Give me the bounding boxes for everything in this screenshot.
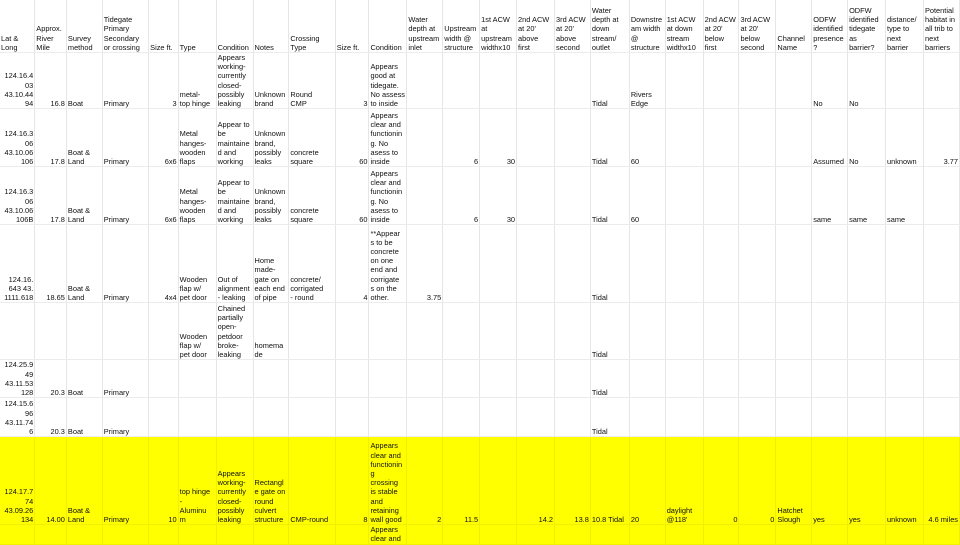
table-cell[interactable] [178, 525, 216, 544]
table-cell[interactable] [739, 225, 776, 303]
table-cell[interactable]: Primary [102, 360, 148, 398]
table-cell[interactable]: Tidal [590, 360, 629, 398]
table-cell[interactable] [289, 525, 335, 544]
table-cell[interactable] [886, 525, 924, 544]
table-cell[interactable] [253, 525, 289, 544]
table-cell[interactable]: 60 [335, 167, 369, 225]
table-cell[interactable] [703, 398, 739, 437]
table-cell[interactable] [848, 303, 886, 360]
table-cell[interactable] [923, 360, 959, 398]
table-cell[interactable] [703, 53, 739, 109]
table-cell[interactable] [629, 398, 665, 437]
table-cell[interactable]: same [812, 167, 848, 225]
column-header[interactable]: Condition [369, 0, 407, 53]
column-header[interactable]: Potential habitat in all trib to next barriers [923, 0, 959, 53]
table-cell[interactable]: 11.5 [443, 437, 480, 525]
table-cell[interactable] [66, 303, 102, 360]
table-cell[interactable]: Tidal [590, 398, 629, 437]
table-cell[interactable] [555, 398, 591, 437]
column-header[interactable]: 1st ACW at down stream widthx10 [665, 0, 703, 53]
table-cell[interactable] [369, 360, 407, 398]
table-cell[interactable]: Primary [102, 437, 148, 525]
table-cell[interactable] [443, 303, 480, 360]
column-header[interactable]: 2nd ACW at 20' below first [703, 0, 739, 53]
table-cell[interactable] [369, 398, 407, 437]
table-cell[interactable] [149, 398, 179, 437]
table-cell[interactable] [812, 525, 848, 544]
table-cell[interactable]: Primary [102, 398, 148, 437]
column-header[interactable]: Tidegate Primary Secondary or crossing [102, 0, 148, 53]
table-cell[interactable]: 3.75 [407, 225, 443, 303]
table-cell[interactable]: 124.15.6 96 43.11.74 6 [0, 398, 35, 437]
table-cell[interactable]: 6x6 [149, 167, 179, 225]
table-cell[interactable]: Boat [66, 398, 102, 437]
table-cell[interactable]: Boat & Land [66, 437, 102, 525]
table-cell[interactable] [102, 303, 148, 360]
table-cell[interactable]: Appears clear and [369, 525, 407, 544]
table-cell[interactable]: No [812, 53, 848, 109]
table-cell[interactable]: 17.8 [35, 109, 67, 167]
table-cell[interactable] [848, 525, 886, 544]
table-cell[interactable]: unknown [886, 109, 924, 167]
table-cell[interactable]: Home made- gate on each end of pipe [253, 225, 289, 303]
table-cell[interactable] [555, 167, 591, 225]
table-cell[interactable] [178, 360, 216, 398]
table-cell[interactable] [407, 167, 443, 225]
column-header[interactable]: Survey method [66, 0, 102, 53]
table-cell[interactable]: Boat [66, 360, 102, 398]
table-cell[interactable] [703, 109, 739, 167]
table-cell[interactable] [555, 525, 591, 544]
table-cell[interactable]: concrete/ corrigated - round [289, 225, 335, 303]
table-cell[interactable]: 124.16.4 03 43.10.44 94 [0, 53, 35, 109]
table-cell[interactable] [216, 360, 253, 398]
table-cell[interactable] [555, 53, 591, 109]
table-cell[interactable] [776, 53, 812, 109]
table-cell[interactable] [665, 360, 703, 398]
table-cell[interactable]: Unknown brand [253, 53, 289, 109]
table-cell[interactable]: 14.2 [517, 437, 555, 525]
table-cell[interactable] [776, 167, 812, 225]
table-cell[interactable]: Tidal [590, 303, 629, 360]
table-cell[interactable]: Appears working- currently closed- possibly leaking [216, 437, 253, 525]
table-cell[interactable] [335, 303, 369, 360]
table-cell[interactable]: 20 [629, 437, 665, 525]
table-cell[interactable]: Tidal [590, 225, 629, 303]
table-cell[interactable] [517, 109, 555, 167]
table-cell[interactable] [517, 225, 555, 303]
table-cell[interactable] [629, 360, 665, 398]
table-cell[interactable]: 60 [335, 109, 369, 167]
table-cell[interactable]: Chained partially open- petdoor broke- leaking [216, 303, 253, 360]
table-cell[interactable]: 20.3 [35, 360, 67, 398]
table-cell[interactable] [703, 167, 739, 225]
table-cell[interactable] [812, 398, 848, 437]
table-cell[interactable]: Tidal [590, 167, 629, 225]
column-header[interactable]: Type [178, 0, 216, 53]
table-cell[interactable]: Hatchet Slough [776, 437, 812, 525]
table-cell[interactable]: same [886, 167, 924, 225]
table-row [0, 109, 960, 167]
table-cell[interactable] [629, 225, 665, 303]
table-cell[interactable] [149, 303, 179, 360]
table-cell[interactable]: Wooden flap w/ pet door [178, 303, 216, 360]
table-cell[interactable] [216, 398, 253, 437]
table-cell[interactable] [289, 303, 335, 360]
table-cell[interactable]: yes [812, 437, 848, 525]
table-cell[interactable]: 4 [335, 225, 369, 303]
column-header[interactable]: Upstream width @ structure [443, 0, 480, 53]
column-header[interactable]: ODFW identified presence ? [812, 0, 848, 53]
table-cell[interactable] [923, 398, 959, 437]
table-cell[interactable]: 124.16. 643 43. 1111.618 [0, 225, 35, 303]
column-header[interactable]: Channel Name [776, 0, 812, 53]
table-cell[interactable] [776, 225, 812, 303]
table-cell[interactable]: Appear to be maintaine d and working [216, 167, 253, 225]
table-cell[interactable] [66, 525, 102, 544]
table-cell[interactable]: Appears clear and functionin g. No asess to inside [369, 167, 407, 225]
table-cell[interactable] [555, 303, 591, 360]
table-cell[interactable] [480, 398, 517, 437]
table-cell[interactable] [665, 53, 703, 109]
table-cell[interactable]: 60 [629, 167, 665, 225]
table-cell[interactable]: homema de [253, 303, 289, 360]
table-cell[interactable] [517, 167, 555, 225]
column-header[interactable]: Size ft. [149, 0, 179, 53]
table-cell[interactable]: 17.8 [35, 167, 67, 225]
table-cell[interactable] [517, 53, 555, 109]
table-cell[interactable]: 3 [149, 53, 179, 109]
table-cell[interactable] [848, 360, 886, 398]
table-cell[interactable]: Unknown brand, possibly leaks [253, 109, 289, 167]
table-cell[interactable]: Boat & Land [66, 109, 102, 167]
table-cell[interactable]: unknown [886, 437, 924, 525]
table-cell[interactable] [216, 525, 253, 544]
table-cell[interactable]: 20.3 [35, 398, 67, 437]
column-header[interactable]: 3rd ACW at 20' above second [555, 0, 591, 53]
table-cell[interactable]: No [848, 53, 886, 109]
table-cell[interactable] [555, 225, 591, 303]
table-cell[interactable] [407, 360, 443, 398]
table-cell[interactable] [407, 303, 443, 360]
table-cell[interactable] [480, 53, 517, 109]
table-cell[interactable]: 14.00 [35, 437, 67, 525]
table-cell[interactable] [848, 225, 886, 303]
table-cell[interactable]: 30 [480, 109, 517, 167]
table-row [0, 360, 960, 398]
table-cell[interactable] [443, 360, 480, 398]
table-cell[interactable]: 2 [407, 437, 443, 525]
table-cell[interactable]: Appears working- currently closed- possibly leaking [216, 53, 253, 109]
table-cell[interactable]: 16.8 [35, 53, 67, 109]
table-cell[interactable] [590, 525, 629, 544]
table-cell[interactable] [629, 525, 665, 544]
table-cell[interactable] [335, 398, 369, 437]
table-cell[interactable] [812, 360, 848, 398]
table-cell[interactable] [665, 525, 703, 544]
table-cell[interactable]: Boat & Land [66, 225, 102, 303]
table-cell[interactable]: **Appear s to be concrete on one end and corrigate s on the other. [369, 225, 407, 303]
column-header[interactable]: Notes [253, 0, 289, 53]
table-cell[interactable]: 124.16.3 06 43.10.06 106B [0, 167, 35, 225]
table-cell[interactable]: Round CMP [289, 53, 335, 109]
table-cell[interactable] [739, 53, 776, 109]
table-cell[interactable] [739, 525, 776, 544]
table-cell[interactable] [665, 398, 703, 437]
table-cell[interactable]: same [848, 167, 886, 225]
table-cell[interactable] [812, 303, 848, 360]
table-cell[interactable] [0, 525, 35, 544]
table-cell[interactable]: Out of alignment - leaking [216, 225, 253, 303]
table-cell[interactable] [776, 109, 812, 167]
table-cell[interactable] [443, 53, 480, 109]
table-cell[interactable] [665, 303, 703, 360]
table-cell[interactable]: 124.16.3 06 43.10.06 106 [0, 109, 35, 167]
table-cell[interactable] [0, 303, 35, 360]
table-cell[interactable] [149, 360, 179, 398]
table-cell[interactable] [407, 398, 443, 437]
table-cell[interactable]: 0 [703, 437, 739, 525]
table-cell[interactable] [629, 303, 665, 360]
table-cell[interactable] [480, 360, 517, 398]
table-cell[interactable] [739, 167, 776, 225]
column-header[interactable]: 1st ACW at upstream widthx10 [480, 0, 517, 53]
table-cell[interactable]: 18.65 [35, 225, 67, 303]
column-header[interactable]: 3rd ACW at 20' below second [739, 0, 776, 53]
table-cell[interactable] [253, 360, 289, 398]
table-cell[interactable] [102, 525, 148, 544]
table-cell[interactable]: Boat [66, 53, 102, 109]
table-cell[interactable]: 124.25.9 49 43.11.53 128 [0, 360, 35, 398]
table-cell[interactable] [776, 360, 812, 398]
table-cell[interactable] [289, 360, 335, 398]
table-cell[interactable] [923, 525, 959, 544]
table-cell[interactable]: 30 [480, 167, 517, 225]
table-cell[interactable]: Appears good at tidegate. No assess to inside [369, 53, 407, 109]
table-cell[interactable] [517, 398, 555, 437]
column-header[interactable]: Downstre am width @ structure [629, 0, 665, 53]
table-cell[interactable] [517, 360, 555, 398]
column-header[interactable]: Condition [216, 0, 253, 53]
table-cell[interactable]: Rivers Edge [629, 53, 665, 109]
table-cell[interactable] [923, 303, 959, 360]
table-cell[interactable] [923, 53, 959, 109]
table-cell[interactable] [517, 525, 555, 544]
table-row [0, 398, 960, 437]
table-cell[interactable]: Wooden flap w/ pet door [178, 225, 216, 303]
table-cell[interactable] [776, 303, 812, 360]
column-header[interactable]: Water depth at upstream inlet [407, 0, 443, 53]
table-cell[interactable]: metal- top hinge [178, 53, 216, 109]
table-cell[interactable]: 6 [443, 109, 480, 167]
table-cell[interactable] [776, 398, 812, 437]
table-cell[interactable] [739, 360, 776, 398]
table-cell[interactable]: 0 [739, 437, 776, 525]
table-cell[interactable]: 13.8 [555, 437, 591, 525]
table-cell[interactable] [335, 360, 369, 398]
table-cell[interactable]: Tidal [590, 109, 629, 167]
table-cell[interactable]: Metal hanges- wooden flaps [178, 109, 216, 167]
table-cell[interactable] [289, 398, 335, 437]
table-cell[interactable]: Assumed [812, 109, 848, 167]
table-cell[interactable]: concrete square [289, 167, 335, 225]
table-cell[interactable]: Rectangl e gate on round culvert structure [253, 437, 289, 525]
table-cell[interactable] [886, 53, 924, 109]
column-header[interactable]: Water depth at down stream/ outlet [590, 0, 629, 53]
column-header[interactable]: ODFW identified tidegate as barrier? [848, 0, 886, 53]
table-cell[interactable] [443, 225, 480, 303]
table-cell[interactable] [407, 53, 443, 109]
table-row [0, 53, 960, 109]
table-cell[interactable] [923, 167, 959, 225]
table-cell[interactable]: 4.6 miles [923, 437, 959, 525]
table-cell[interactable] [923, 225, 959, 303]
table-cell[interactable]: Unknown brand, possibly leaks [253, 167, 289, 225]
table-cell[interactable]: 3 [335, 53, 369, 109]
table-cell[interactable]: 124.17.7 74 43.09.26 134 [0, 437, 35, 525]
table-cell[interactable] [739, 398, 776, 437]
table-cell[interactable]: yes [848, 437, 886, 525]
table-cell[interactable] [848, 398, 886, 437]
table-cell[interactable] [407, 525, 443, 544]
table-cell[interactable]: Appears clear and functionin g. No asess to inside [369, 109, 407, 167]
table-cell[interactable]: 8 [335, 437, 369, 525]
table-cell[interactable] [812, 225, 848, 303]
table-cell[interactable]: 10 [149, 437, 179, 525]
table-row [0, 167, 960, 225]
table-cell[interactable]: Primary [102, 53, 148, 109]
table-cell[interactable] [517, 303, 555, 360]
table-row [0, 225, 960, 303]
table-cell[interactable]: 6 [443, 167, 480, 225]
column-header[interactable]: Size ft. [335, 0, 369, 53]
table-cell[interactable] [886, 360, 924, 398]
table-cell[interactable] [886, 303, 924, 360]
table-cell[interactable]: Primary [102, 225, 148, 303]
table-cell[interactable] [665, 225, 703, 303]
table-cell[interactable] [703, 225, 739, 303]
table-cell[interactable]: 10.8 Tidal [590, 437, 629, 525]
table-cell[interactable] [886, 398, 924, 437]
table-cell[interactable] [739, 303, 776, 360]
table-cell[interactable]: Appears clear and functionin g crossing is stable and retaining wall good [369, 437, 407, 525]
column-header[interactable]: distance/ type to next barrier [886, 0, 924, 53]
table-cell[interactable] [665, 167, 703, 225]
table-cell[interactable] [555, 360, 591, 398]
table-cell[interactable]: Primary [102, 167, 148, 225]
table-cell[interactable] [703, 360, 739, 398]
highlighted-table-row [0, 437, 960, 525]
table-cell[interactable]: Tidal [590, 53, 629, 109]
table-row [0, 303, 960, 360]
table-cell[interactable]: top hinge - Aluminu m [178, 437, 216, 525]
table-cell[interactable] [35, 303, 67, 360]
table-cell[interactable]: 3.77 [923, 109, 959, 167]
header-row [0, 0, 960, 53]
table-cell[interactable] [480, 525, 517, 544]
table-cell[interactable]: Metal hanges- wooden flaps [178, 167, 216, 225]
table-cell[interactable] [480, 303, 517, 360]
highlighted-table-row [0, 525, 960, 544]
table-cell[interactable] [739, 109, 776, 167]
table-cell[interactable]: concrete square [289, 109, 335, 167]
table-cell[interactable]: Primary [102, 109, 148, 167]
table-cell[interactable]: 4x4 [149, 225, 179, 303]
table-cell[interactable]: Boat & Land [66, 167, 102, 225]
table-cell[interactable]: 60 [629, 109, 665, 167]
table-cell[interactable] [703, 303, 739, 360]
column-header[interactable]: 2nd ACW at 20' above first [517, 0, 555, 53]
table-cell[interactable] [149, 525, 179, 544]
table-cell[interactable] [886, 225, 924, 303]
table-cell[interactable]: daylight @118' [665, 437, 703, 525]
column-header[interactable]: Crossing Type [289, 0, 335, 53]
table-cell[interactable]: CMP-round [289, 437, 335, 525]
table-cell[interactable] [480, 437, 517, 525]
table-cell[interactable] [555, 109, 591, 167]
table-cell[interactable] [443, 525, 480, 544]
column-header[interactable]: Lat & Long [0, 0, 35, 53]
table-cell[interactable] [703, 525, 739, 544]
table-cell[interactable]: No [848, 109, 886, 167]
column-header[interactable]: Approx. River Mile [35, 0, 67, 53]
table-cell[interactable] [253, 398, 289, 437]
table-cell[interactable]: Appear to be maintaine d and working [216, 109, 253, 167]
table-cell[interactable] [480, 225, 517, 303]
table-cell[interactable] [665, 109, 703, 167]
table-cell[interactable] [369, 303, 407, 360]
table-cell[interactable] [776, 525, 812, 544]
table-cell[interactable] [178, 398, 216, 437]
table-cell[interactable]: 6x6 [149, 109, 179, 167]
table-cell[interactable] [443, 398, 480, 437]
table-cell[interactable] [407, 109, 443, 167]
table-cell[interactable] [35, 525, 67, 544]
table-cell[interactable] [335, 525, 369, 544]
